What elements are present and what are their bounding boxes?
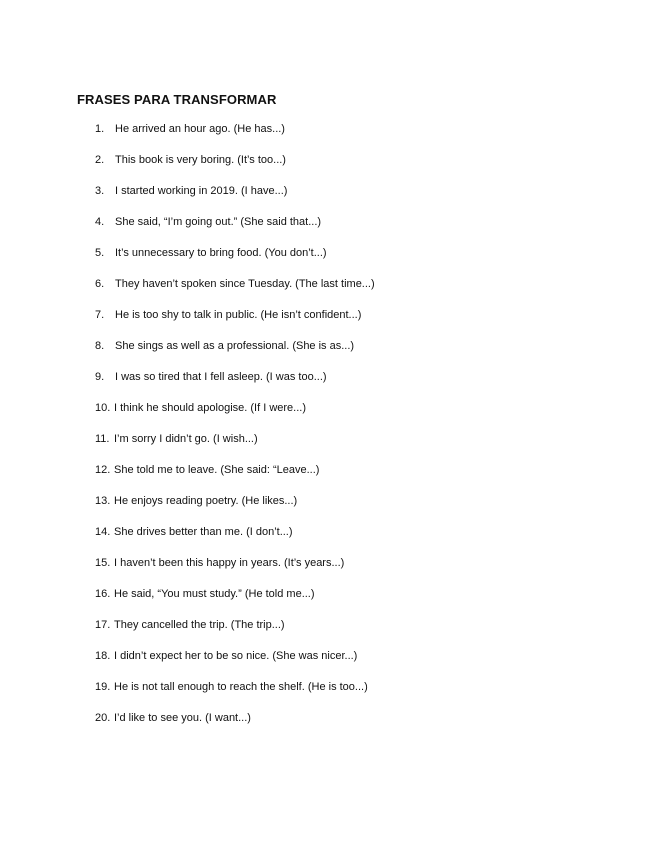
item-text: He said, “You must study.” (He told me...)	[114, 588, 315, 600]
item-number: 13.	[95, 495, 111, 507]
list-item	[95, 680, 375, 711]
item-number: 6.	[95, 278, 105, 290]
item-number: 20.	[95, 712, 111, 724]
item-text: They cancelled the trip. (The trip...)	[114, 619, 285, 631]
sentence-list	[95, 122, 375, 742]
list-item	[95, 463, 375, 494]
item-number: 17.	[95, 619, 111, 631]
item-number: 11.	[95, 433, 110, 445]
list-item	[95, 308, 375, 339]
item-text: She told me to leave. (She said: “Leave...)	[114, 464, 320, 476]
item-text: He is not tall enough to reach the shelf. (He is too...)	[114, 681, 368, 693]
item-text: She said, “I’m going out.” (She said that...)	[115, 216, 322, 228]
item-text: I haven’t been this happy in years. (It’s years...)	[114, 557, 345, 569]
item-number: 15.	[95, 557, 111, 569]
item-text: I think he should apologise. (If I were...)	[114, 402, 306, 414]
item-number: 4.	[95, 216, 105, 228]
item-number: 5.	[95, 247, 105, 259]
item-text: It’s unnecessary to bring food. (You don’t...)	[115, 247, 327, 259]
item-number: 2.	[95, 154, 105, 166]
list-item	[95, 153, 375, 184]
list-item	[95, 432, 375, 463]
list-item	[95, 246, 375, 277]
list-item	[95, 556, 375, 587]
item-number: 14.	[95, 526, 111, 538]
item-text: This book is very boring. (It’s too...)	[115, 154, 286, 166]
item-number: 10.	[95, 402, 111, 414]
item-number: 16.	[95, 588, 111, 600]
item-text: I was so tired that I fell asleep. (I was too...)	[115, 371, 327, 383]
item-text: I’m sorry I didn’t go. (I wish...)	[114, 433, 258, 445]
list-item	[95, 370, 375, 401]
list-item	[95, 711, 375, 742]
item-number: 1.	[95, 123, 105, 135]
list-item	[95, 587, 375, 618]
item-number: 9.	[95, 371, 105, 383]
item-number: 8.	[95, 340, 105, 352]
list-item	[95, 618, 375, 649]
list-item	[95, 494, 375, 525]
item-number: 12.	[95, 464, 111, 476]
list-item	[95, 525, 375, 556]
item-text: I didn’t expect her to be so nice. (She was nicer...)	[114, 650, 358, 662]
item-text: I started working in 2019. (I have...)	[115, 185, 288, 197]
item-number: 19.	[95, 681, 111, 693]
item-number: 3.	[95, 185, 105, 197]
list-item	[95, 649, 375, 680]
list-item	[95, 215, 375, 246]
page-title: FRASES PARA TRANSFORMAR	[77, 92, 277, 107]
item-text: He is too shy to talk in public. (He isn’t confident...)	[115, 309, 362, 321]
list-item	[95, 184, 375, 215]
list-item	[95, 277, 375, 308]
item-text: They haven’t spoken since Tuesday. (The last time...)	[115, 278, 375, 290]
list-item	[95, 339, 375, 370]
item-text: She drives better than me. (I don’t...)	[114, 526, 293, 538]
list-item	[95, 401, 375, 432]
item-text: He arrived an hour ago. (He has...)	[115, 123, 285, 135]
item-text: He enjoys reading poetry. (He likes...)	[114, 495, 298, 507]
list-item	[95, 122, 375, 153]
item-text: I’d like to see you. (I want...)	[114, 712, 251, 724]
item-number: 7.	[95, 309, 105, 321]
item-number: 18.	[95, 650, 111, 662]
item-text: She sings as well as a professional. (She is as...)	[115, 340, 355, 352]
